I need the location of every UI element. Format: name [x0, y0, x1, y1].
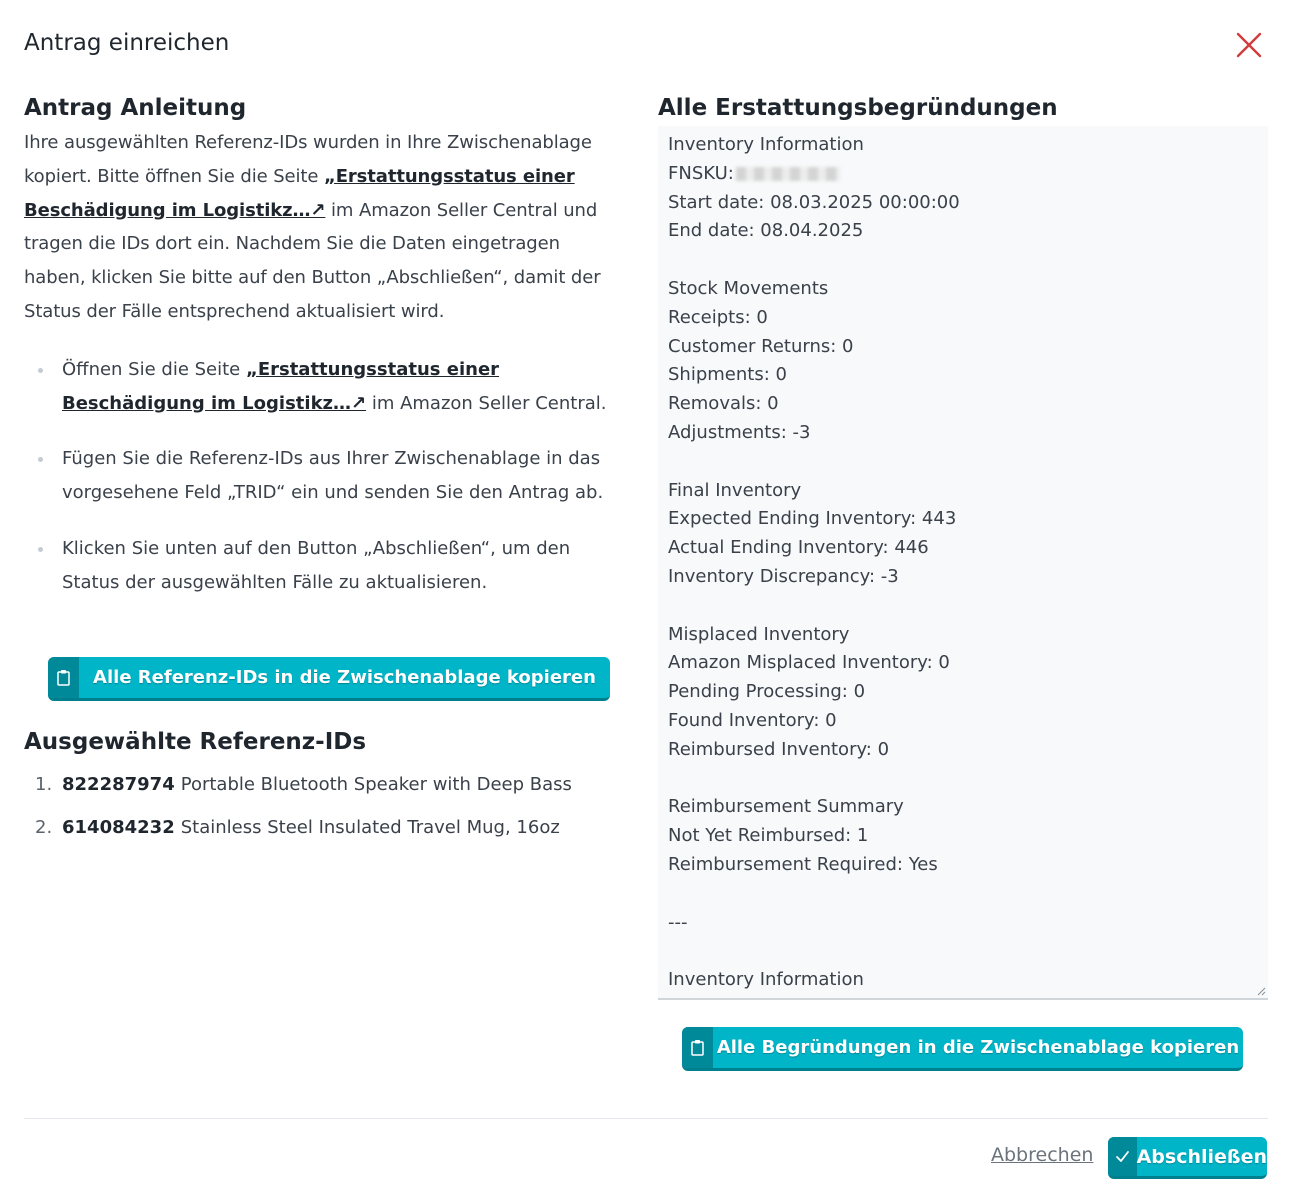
instructions-panel — [24, 92, 614, 838]
reference-id: 822287974 — [62, 774, 175, 795]
product-name: Stainless Steel Insulated Travel Mug, 16oz — [180, 817, 560, 838]
selected-ids-heading: Ausgewählte Referenz-IDs — [24, 729, 367, 755]
reasons-text: Start date: 08.03.2025 00:00:00 End date: 08.04.2025 Stock Movements Receipts: 0 Customer Returns: 0 Shipments: 0 Removals: 0 Adjustments: -3 Final Inventory Expected Ending Inventory: 443 Actual Ending Inventory: 446 Inventory Discrepancy: -3 Misplaced Inventory Amazon Misplaced Inventory: 0 Pending Processing: 0 Found Inventory: 0 Reimbursed Inventory: 0 Reimbursement Summary Not Yet Reimbursed: 1 Reimbursement Required: Yes --- Inventory Information — [668, 191, 960, 991]
reasons-textarea[interactable] — [658, 126, 1268, 1000]
step-item: Klicken Sie unten auf den Button „Abschließen“, um den Status der ausgewählten Fälle zu aktualisieren. — [62, 532, 614, 600]
list-item — [24, 768, 614, 801]
finish-button[interactable] — [1108, 1137, 1267, 1179]
list-number: 2. — [35, 817, 53, 838]
step-item: Fügen Sie die Referenz-IDs aus Ihrer Zwischenablage in das vorgesehene Feld „TRID“ ein und senden Sie den Antrag ab. — [62, 442, 614, 510]
product-name: Portable Bluetooth Speaker with Deep Bass — [180, 774, 572, 795]
list-item — [24, 811, 614, 844]
intro-text-before: Ihre ausgewählten Referenz-IDs wurden in Ihre Zwischenablage kopiert. Bitte öffnen Sie die Seite — [24, 132, 592, 187]
modal-title: Antrag einreichen — [24, 30, 230, 56]
copy-ids-button[interactable] — [48, 657, 610, 701]
selected-ids-list — [24, 768, 614, 854]
redacted-fnsku — [736, 167, 840, 181]
list-number: 1. — [35, 774, 53, 795]
finish-label: Abschließen — [1136, 1145, 1267, 1168]
step1-text-after: im Amazon Seller Central. — [366, 392, 607, 414]
seller-central-link[interactable]: „Erstattungsstatus einer Beschädigung im Logistikz…↗ — [24, 165, 575, 221]
close-button[interactable] — [1234, 30, 1264, 60]
fnsku-label: FNSKU: — [668, 162, 734, 184]
cancel-button[interactable]: Abbrechen — [991, 1144, 1094, 1166]
seller-central-link-step[interactable]: „Erstattungsstatus einer Beschädigung im Logistikz…↗ — [62, 358, 500, 414]
reasons-first-line: Inventory Information — [668, 134, 864, 155]
instructions-intro — [24, 126, 614, 329]
reasons-panel — [658, 92, 1268, 1058]
intro-text-after: im Amazon Seller Central und tragen die IDs dort ein. Nachdem Sie die Daten eingetragen haben, klicken Sie bitte auf den Button „Abschließen“, damit der Status der Fälle entsprechend aktualisiert wird. — [24, 199, 601, 322]
footer-divider — [24, 1118, 1268, 1119]
step-item — [62, 353, 614, 421]
steps-list — [24, 353, 614, 600]
clipboard-icon — [682, 1027, 713, 1068]
resize-handle-icon[interactable] — [1256, 986, 1266, 996]
close-icon — [1234, 30, 1264, 60]
clipboard-icon — [48, 657, 79, 698]
reference-id: 614084232 — [62, 817, 175, 838]
instructions-heading: Antrag Anleitung — [24, 95, 247, 121]
check-icon — [1108, 1137, 1137, 1176]
step1-text-before: Öffnen Sie die Seite — [62, 358, 246, 380]
copy-reasons-label: Alle Begründungen in die Zwischenablage kopieren — [716, 1037, 1240, 1058]
copy-ids-label: Alle Referenz-IDs in die Zwischenablage kopieren — [93, 667, 596, 688]
reasons-heading: Alle Erstattungsbegründungen — [658, 95, 1058, 121]
copy-reasons-button[interactable] — [682, 1027, 1243, 1071]
